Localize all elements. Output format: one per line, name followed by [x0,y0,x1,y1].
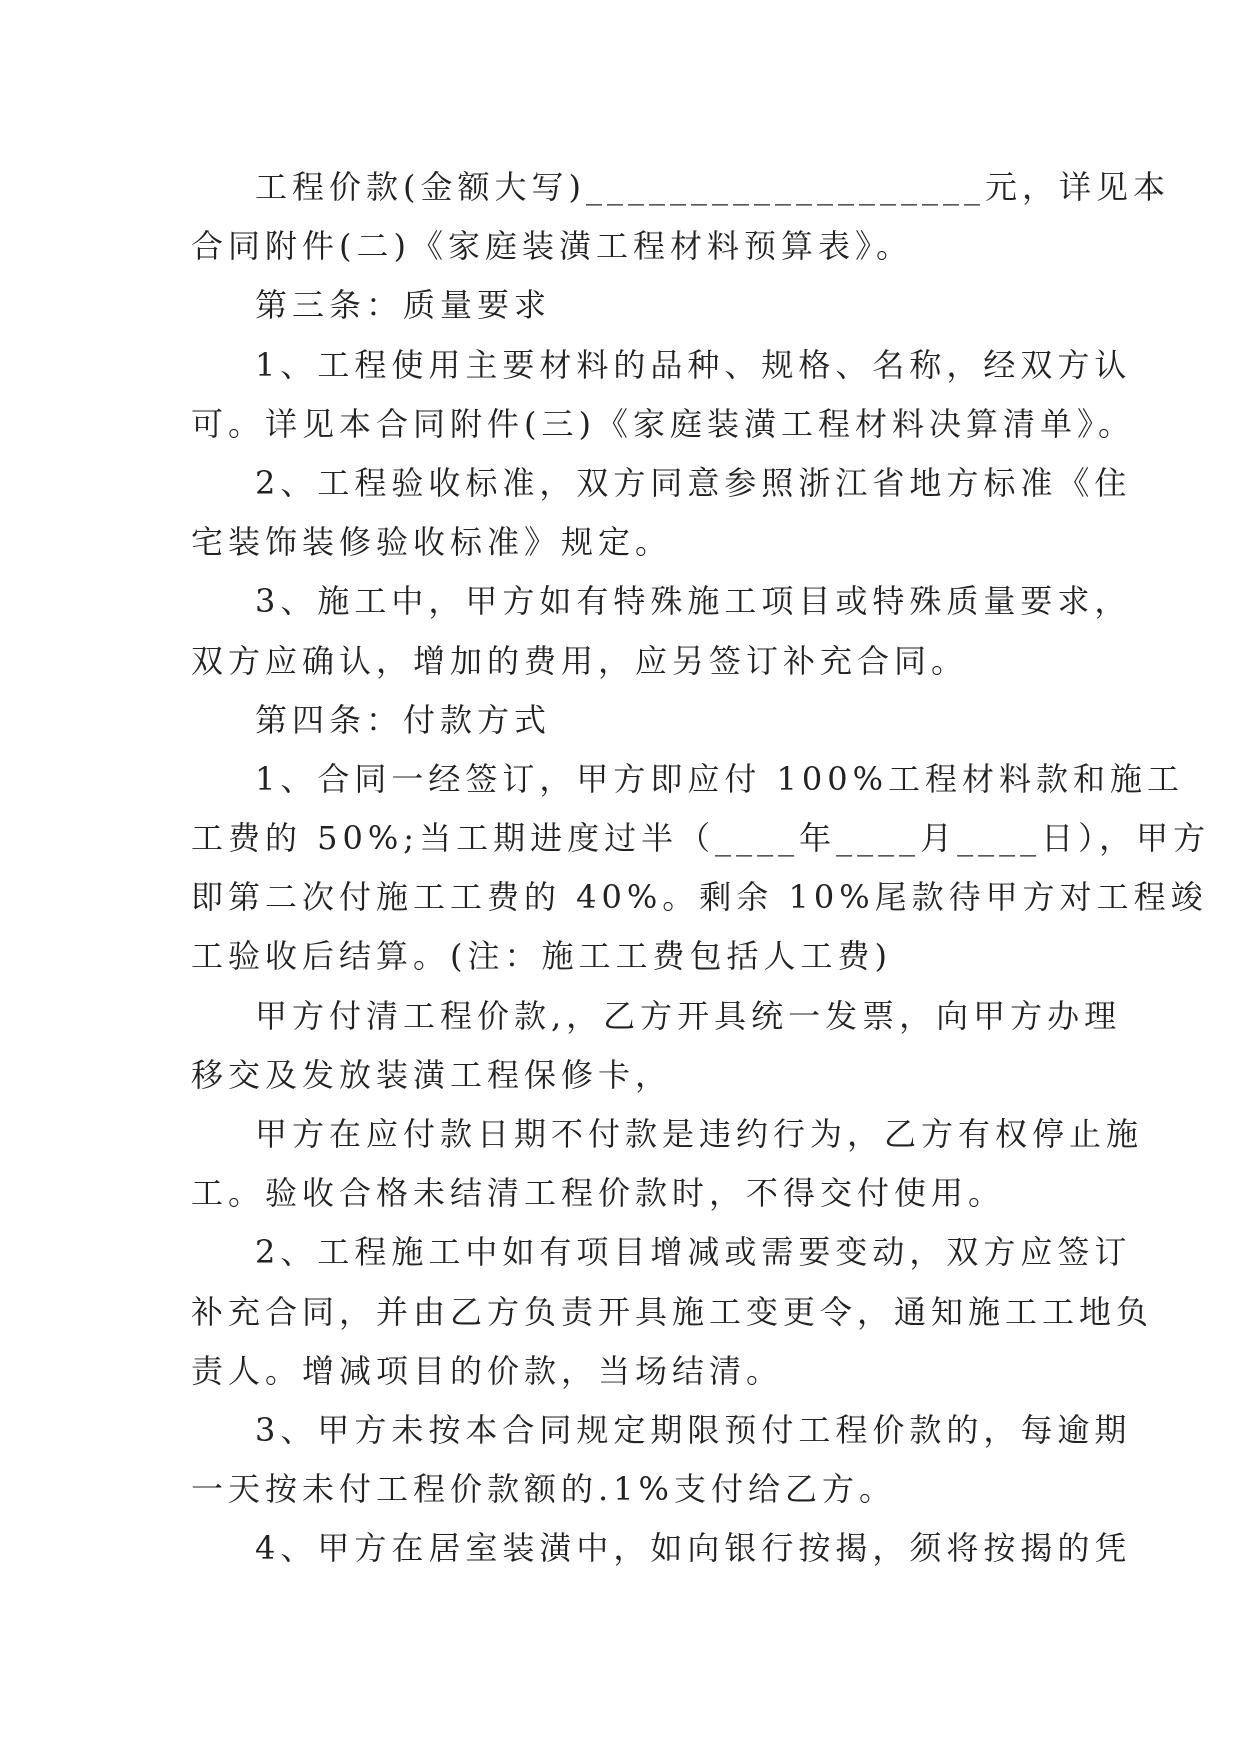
document-line: 合同附件(二)《家庭装潢工程材料预算表》。 [191,227,913,266]
document-line: 第三条：质量要求 [255,286,552,325]
document-line: 2、工程施工中如有项目增减或需要变动，双方应签订 [255,1233,1132,1272]
document-line: 双方应确认，增加的费用，应另签订补充合同。 [191,641,969,680]
document-line: 移交及发放装潢工程保修卡， [191,1055,673,1094]
document-line: 一天按未付工程价款额的.1%支付给乙方。 [191,1470,896,1509]
document-line: 甲方在应付款日期不付款是违约行为，乙方有权停止施 [255,1115,1144,1153]
document-line: 甲方付清工程价款,，乙方开具统一发票，向甲方办理 [255,996,1122,1035]
document-line: 3、甲方未按本合同规定期限预付工程价款的，每逾期 [255,1410,1132,1449]
document-line: 工验收后结算。(注：施工工费包括人工费) [191,937,892,976]
document-line: 补充合同，并由乙方负责开具施工变更令，通知施工工地负 [191,1292,1154,1331]
document-line: 3、施工中，甲方如有特殊施工项目或特殊质量要求， [255,582,1132,621]
document-line: 工费的 50%;当工期进度过半（____年____月____日），甲方 [191,819,1211,858]
document-line: 4、甲方在居室装潢中，如向银行按揭，须将按揭的凭 [255,1529,1132,1568]
document-line: 责人。增减项目的价款，当场结清。 [191,1351,784,1390]
document-line: 2、工程验收标准，双方同意参照浙江省地方标准《住 [255,463,1132,502]
document-line: 1、工程使用主要材料的品种、规格、名称，经双方认 [255,345,1132,384]
document-line: 工。验收合格未结清工程价款时，不得交付使用。 [191,1174,1006,1213]
document-line: 第四条：付款方式 [255,700,552,739]
document-line: 可。详见本合同附件(三)《家庭装潢工程材料决算清单》。 [191,404,1135,443]
document-line: 1、合同一经签订，甲方即应付 100%工程材料款和施工 [255,759,1185,798]
document-line: 即第二次付施工工费的 40%。剩余 10%尾款待甲方对工程竣 [191,878,1208,917]
document-line: 工程价款(金额大写)___________________元，详见本 [255,168,1170,206]
document-line: 宅装饰装修验收标准》规定。 [191,523,673,562]
document-body [191,158,1211,1579]
